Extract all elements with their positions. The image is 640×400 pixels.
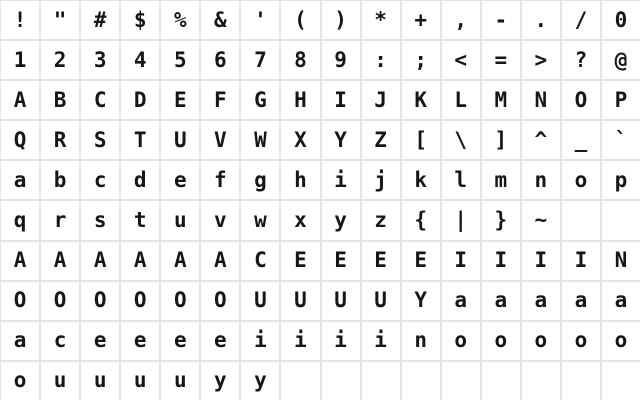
glyph-cell[interactable]: Q — [1, 121, 39, 159]
glyph-cell[interactable]: M — [482, 81, 520, 119]
glyph-cell[interactable]: o — [562, 322, 600, 360]
glyph-cell[interactable]: j — [362, 161, 400, 199]
glyph-cell[interactable]: A — [161, 242, 199, 280]
glyph-cell[interactable]: 3 — [81, 41, 119, 79]
glyph-cell[interactable]: x — [281, 201, 319, 239]
glyph-cell[interactable]: E — [402, 242, 440, 280]
glyph-cell[interactable]: X — [281, 121, 319, 159]
glyph-cell[interactable]: U — [161, 121, 199, 159]
glyph-cell[interactable]: a — [602, 282, 640, 320]
empty-cell — [442, 362, 480, 400]
glyph-cell[interactable]: I — [322, 81, 360, 119]
glyph-cell[interactable]: o — [602, 322, 640, 360]
glyph-cell[interactable]: O — [121, 282, 159, 320]
glyph-cell[interactable]: O — [1, 282, 39, 320]
glyph-cell[interactable]: Z — [362, 121, 400, 159]
glyph-cell[interactable]: / — [562, 1, 600, 39]
glyph-cell[interactable]: ^ — [522, 121, 560, 159]
glyph-cell[interactable]: y — [241, 362, 279, 400]
empty-cell — [522, 362, 560, 400]
glyph-cell[interactable]: A — [121, 242, 159, 280]
glyph-cell[interactable]: a — [522, 282, 560, 320]
empty-cell — [322, 362, 360, 400]
glyph-cell[interactable]: H — [281, 81, 319, 119]
glyph-cell[interactable]: 9 — [322, 41, 360, 79]
empty-cell — [602, 362, 640, 400]
glyph-cell[interactable]: A — [41, 242, 79, 280]
glyph-cell[interactable]: o — [482, 322, 520, 360]
glyph-cell[interactable]: W — [241, 121, 279, 159]
glyph-cell[interactable]: O — [161, 282, 199, 320]
glyph-cell[interactable]: O — [81, 282, 119, 320]
glyph-cell[interactable]: 0 — [602, 1, 640, 39]
glyph-cell[interactable]: } — [482, 201, 520, 239]
glyph-cell[interactable]: - — [482, 1, 520, 39]
glyph-cell[interactable]: a — [562, 282, 600, 320]
glyph-cell[interactable]: N — [522, 81, 560, 119]
glyph-cell[interactable]: t — [121, 201, 159, 239]
glyph-cell[interactable]: : — [362, 41, 400, 79]
empty-cell — [482, 362, 520, 400]
glyph-cell[interactable]: ! — [1, 1, 39, 39]
glyph-cell[interactable]: K — [402, 81, 440, 119]
glyph-cell[interactable]: E — [161, 81, 199, 119]
glyph-cell[interactable]: 5 — [161, 41, 199, 79]
glyph-cell[interactable]: ? — [562, 41, 600, 79]
glyph-cell[interactable]: i — [322, 322, 360, 360]
glyph-cell[interactable]: U — [322, 282, 360, 320]
glyph-cell[interactable]: , — [442, 1, 480, 39]
glyph-cell[interactable]: T — [121, 121, 159, 159]
glyph-cell[interactable]: # — [81, 1, 119, 39]
glyph-cell[interactable]: * — [362, 1, 400, 39]
glyph-cell[interactable]: I — [522, 242, 560, 280]
glyph-cell[interactable]: ( — [281, 1, 319, 39]
glyph-cell[interactable]: % — [161, 1, 199, 39]
glyph-cell[interactable]: s — [81, 201, 119, 239]
glyph-cell[interactable]: F — [201, 81, 239, 119]
glyph-cell[interactable]: u — [161, 201, 199, 239]
glyph-cell[interactable]: l — [442, 161, 480, 199]
glyph-cell[interactable]: c — [41, 322, 79, 360]
glyph-cell[interactable]: u — [81, 362, 119, 400]
glyph-cell[interactable]: w — [241, 201, 279, 239]
glyph-cell[interactable]: a — [482, 282, 520, 320]
glyph-cell[interactable]: ; — [402, 41, 440, 79]
glyph-cell[interactable]: n — [402, 322, 440, 360]
glyph-cell[interactable]: | — [442, 201, 480, 239]
glyph-cell[interactable]: o — [522, 322, 560, 360]
glyph-cell[interactable]: ~ — [522, 201, 560, 239]
glyph-cell[interactable]: y — [201, 362, 239, 400]
empty-cell — [402, 362, 440, 400]
glyph-cell[interactable]: d — [121, 161, 159, 199]
glyph-cell[interactable]: L — [442, 81, 480, 119]
glyph-cell[interactable]: A — [1, 81, 39, 119]
glyph-cell[interactable]: . — [522, 1, 560, 39]
glyph-cell[interactable]: G — [241, 81, 279, 119]
glyph-cell[interactable]: m — [482, 161, 520, 199]
glyph-cell[interactable]: J — [362, 81, 400, 119]
glyph-cell[interactable]: A — [1, 242, 39, 280]
glyph-cell[interactable]: a — [442, 282, 480, 320]
glyph-cell[interactable]: ` — [602, 121, 640, 159]
glyph-cell[interactable]: ' — [241, 1, 279, 39]
glyph-cell[interactable]: ] — [482, 121, 520, 159]
glyph-cell[interactable]: e — [161, 161, 199, 199]
glyph-cell[interactable]: U — [241, 282, 279, 320]
glyph-cell[interactable]: b — [41, 161, 79, 199]
glyph-cell[interactable]: y — [322, 201, 360, 239]
glyph-cell[interactable]: i — [322, 161, 360, 199]
glyph-cell[interactable]: O — [562, 81, 600, 119]
glyph-cell[interactable]: Y — [402, 282, 440, 320]
glyph-cell[interactable]: e — [121, 322, 159, 360]
glyph-cell[interactable]: i — [241, 322, 279, 360]
glyph-cell[interactable]: u — [161, 362, 199, 400]
empty-cell — [562, 362, 600, 400]
glyph-cell[interactable]: & — [201, 1, 239, 39]
glyph-cell[interactable]: " — [41, 1, 79, 39]
glyph-cell[interactable]: < — [442, 41, 480, 79]
glyph-cell[interactable]: u — [121, 362, 159, 400]
glyph-cell[interactable]: ) — [322, 1, 360, 39]
glyph-cell[interactable]: C — [241, 242, 279, 280]
glyph-cell[interactable]: A — [81, 242, 119, 280]
glyph-cell[interactable]: 8 — [281, 41, 319, 79]
glyph-cell[interactable]: N — [602, 242, 640, 280]
glyph-cell[interactable]: R — [41, 121, 79, 159]
glyph-cell[interactable]: 7 — [241, 41, 279, 79]
glyph-cell[interactable]: e — [161, 322, 199, 360]
glyph-cell[interactable]: V — [201, 121, 239, 159]
glyph-cell[interactable]: 2 — [41, 41, 79, 79]
glyph-cell[interactable]: E — [281, 242, 319, 280]
glyph-cell[interactable]: $ — [121, 1, 159, 39]
glyph-cell[interactable]: I — [442, 242, 480, 280]
glyph-cell[interactable]: o — [562, 161, 600, 199]
glyph-cell[interactable]: O — [41, 282, 79, 320]
glyph-cell[interactable]: r — [41, 201, 79, 239]
glyph-cell[interactable]: O — [201, 282, 239, 320]
empty-cell — [281, 362, 319, 400]
glyph-cell[interactable]: @ — [602, 41, 640, 79]
glyph-cell[interactable]: h — [281, 161, 319, 199]
glyph-cell[interactable]: B — [41, 81, 79, 119]
empty-cell — [362, 362, 400, 400]
glyph-cell[interactable]: U — [281, 282, 319, 320]
glyph-cell[interactable]: { — [402, 201, 440, 239]
glyph-cell[interactable]: i — [281, 322, 319, 360]
glyph-cell[interactable]: 1 — [1, 41, 39, 79]
glyph-cell[interactable]: \ — [442, 121, 480, 159]
glyph-cell[interactable]: > — [522, 41, 560, 79]
glyph-cell[interactable]: e — [201, 322, 239, 360]
glyph-cell[interactable]: 4 — [121, 41, 159, 79]
glyph-cell[interactable]: C — [81, 81, 119, 119]
glyph-cell[interactable]: k — [402, 161, 440, 199]
glyph-cell[interactable]: a — [1, 322, 39, 360]
glyph-cell[interactable]: + — [402, 1, 440, 39]
glyph-cell[interactable]: u — [41, 362, 79, 400]
glyph-cell[interactable]: o — [1, 362, 39, 400]
glyph-cell[interactable]: = — [482, 41, 520, 79]
glyph-cell[interactable]: i — [362, 322, 400, 360]
glyph-cell[interactable]: v — [201, 201, 239, 239]
glyph-cell[interactable]: a — [1, 161, 39, 199]
glyph-cell[interactable]: A — [201, 242, 239, 280]
glyph-cell[interactable]: q — [1, 201, 39, 239]
glyph-cell[interactable]: e — [81, 322, 119, 360]
glyph-cell[interactable]: S — [81, 121, 119, 159]
glyph-cell[interactable]: c — [81, 161, 119, 199]
empty-cell — [562, 201, 600, 239]
glyph-cell[interactable]: D — [121, 81, 159, 119]
empty-cell — [602, 201, 640, 239]
glyph-cell[interactable]: E — [322, 242, 360, 280]
glyph-cell[interactable]: E — [362, 242, 400, 280]
glyph-cell[interactable]: f — [201, 161, 239, 199]
glyph-cell[interactable]: z — [362, 201, 400, 239]
glyph-cell[interactable]: [ — [402, 121, 440, 159]
glyph-cell[interactable]: o — [442, 322, 480, 360]
glyph-cell[interactable]: Y — [322, 121, 360, 159]
glyph-cell[interactable]: _ — [562, 121, 600, 159]
glyph-cell[interactable]: 6 — [201, 41, 239, 79]
glyph-cell[interactable]: n — [522, 161, 560, 199]
glyph-cell[interactable]: U — [362, 282, 400, 320]
glyph-cell[interactable]: p — [602, 161, 640, 199]
glyph-cell[interactable]: P — [602, 81, 640, 119]
glyph-cell[interactable]: I — [482, 242, 520, 280]
glyph-cell[interactable]: I — [562, 242, 600, 280]
glyph-cell[interactable]: g — [241, 161, 279, 199]
